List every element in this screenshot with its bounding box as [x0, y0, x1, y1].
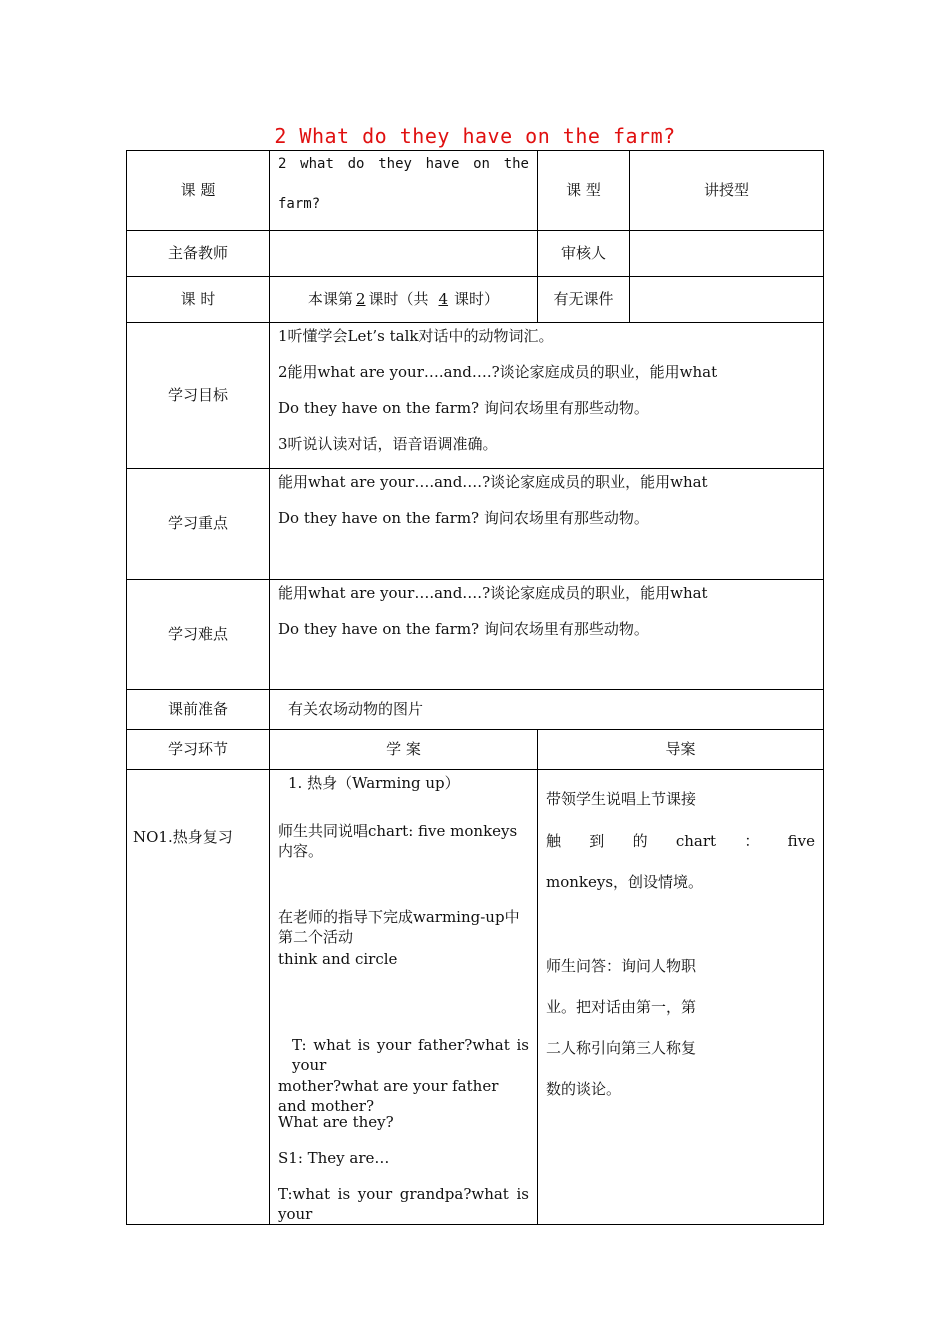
guide-line5: 业。把对话由第一，第: [546, 998, 697, 1016]
topic-value-line1: 2 what do they have on the: [278, 156, 529, 172]
period-value: [270, 277, 538, 323]
row-difficulties: [127, 580, 824, 690]
teacher-value: [270, 231, 538, 277]
study-line2: 师生共同说唱chart: five monkeys内容。: [278, 822, 518, 860]
goals-line4: 3听说认读对话，语音语调准确。: [278, 435, 498, 453]
period-suffix: 课时）: [454, 289, 500, 308]
goals-content: [270, 323, 824, 469]
difficulties-label: 学习难点: [127, 580, 270, 690]
guide-line2: 触到的chart：five: [546, 832, 815, 850]
row-teacher: [127, 231, 824, 277]
study-line1: 1. 热身（Warming up）: [288, 774, 460, 792]
period-mid: 课时（共: [368, 289, 429, 308]
stage1-guide: [538, 770, 824, 1225]
study-line6: mother?what are your father and mother?: [278, 1077, 499, 1115]
period-number: 2: [355, 289, 366, 308]
guide-line6: 二人称引向第三人称复: [546, 1039, 697, 1057]
period-prefix: 本课第: [307, 289, 353, 308]
study-line8: S1: They are…: [278, 1149, 390, 1167]
prep-value: 有关农场动物的图片: [270, 690, 824, 730]
type-value: 讲授型: [630, 151, 824, 231]
stage1-name: NO1.热身复习: [127, 770, 270, 1225]
goals-line1: 1听懂学会Let’s talk对话中的动物词汇。: [278, 327, 554, 345]
row-goals: [127, 323, 824, 469]
key-points-line1: 能用what are your….and….?谈论家庭成员的职业，能用what: [278, 473, 708, 491]
guide-line4: 师生问答：询问人物职: [546, 957, 697, 975]
type-label: 课 型: [538, 151, 630, 231]
page-title: 2 What do they have on the farm?: [274, 124, 676, 148]
reviewer-label: 审核人: [538, 231, 630, 277]
goals-line3: Do they have on the farm? 询问农场里有那些动物。: [278, 399, 649, 417]
topic-value: [270, 151, 538, 231]
topic-value-line2: farm?: [278, 196, 321, 212]
goals-label: 学习目标: [127, 323, 270, 469]
period-total: 4: [438, 289, 449, 308]
study-line4: think and circle: [278, 950, 398, 968]
row-period: [127, 277, 824, 323]
courseware-value: [630, 277, 824, 323]
row-key-points: [127, 469, 824, 580]
stage1-study: [270, 770, 538, 1225]
topic-label: 课 题: [127, 151, 270, 231]
courseware-label: 有无课件: [538, 277, 630, 323]
difficulties-line1: 能用what are your….and….?谈论家庭成员的职业，能用what: [278, 584, 708, 602]
goals-line2: 2能用what are your….and….?谈论家庭成员的职业，能用what: [278, 363, 718, 381]
guide-line3: monkeys，创设情境。: [546, 873, 704, 891]
difficulties-content: [270, 580, 824, 690]
key-points-line2: Do they have on the farm? 询问农场里有那些动物。: [278, 509, 649, 527]
study-line7: What are they?: [278, 1113, 394, 1131]
row-topic: [127, 151, 824, 231]
prep-label: 课前准备: [127, 690, 270, 730]
study-line5: T: what is your father?what is your: [292, 1036, 529, 1074]
reviewer-value: [630, 231, 824, 277]
column-study: 学 案: [270, 730, 538, 770]
lesson-plan-table: [126, 150, 824, 1225]
guide-line7: 数的谈论。: [546, 1080, 622, 1098]
study-line3: 在老师的指导下完成warming-up中第二个活动: [278, 908, 520, 946]
study-line9: T:what is your grandpa?what is your: [278, 1185, 529, 1223]
row-prep: [127, 690, 824, 730]
column-stage: 学习环节: [127, 730, 270, 770]
teacher-label: 主备教师: [127, 231, 270, 277]
row-columns: [127, 730, 824, 770]
row-stage1: [127, 770, 824, 1225]
period-label: 课 时: [127, 277, 270, 323]
key-points-label: 学习重点: [127, 469, 270, 580]
difficulties-line2: Do they have on the farm? 询问农场里有那些动物。: [278, 620, 649, 638]
column-guide: 导案: [538, 730, 824, 770]
key-points-content: [270, 469, 824, 580]
guide-line1: 带领学生说唱上节课接: [546, 790, 697, 808]
